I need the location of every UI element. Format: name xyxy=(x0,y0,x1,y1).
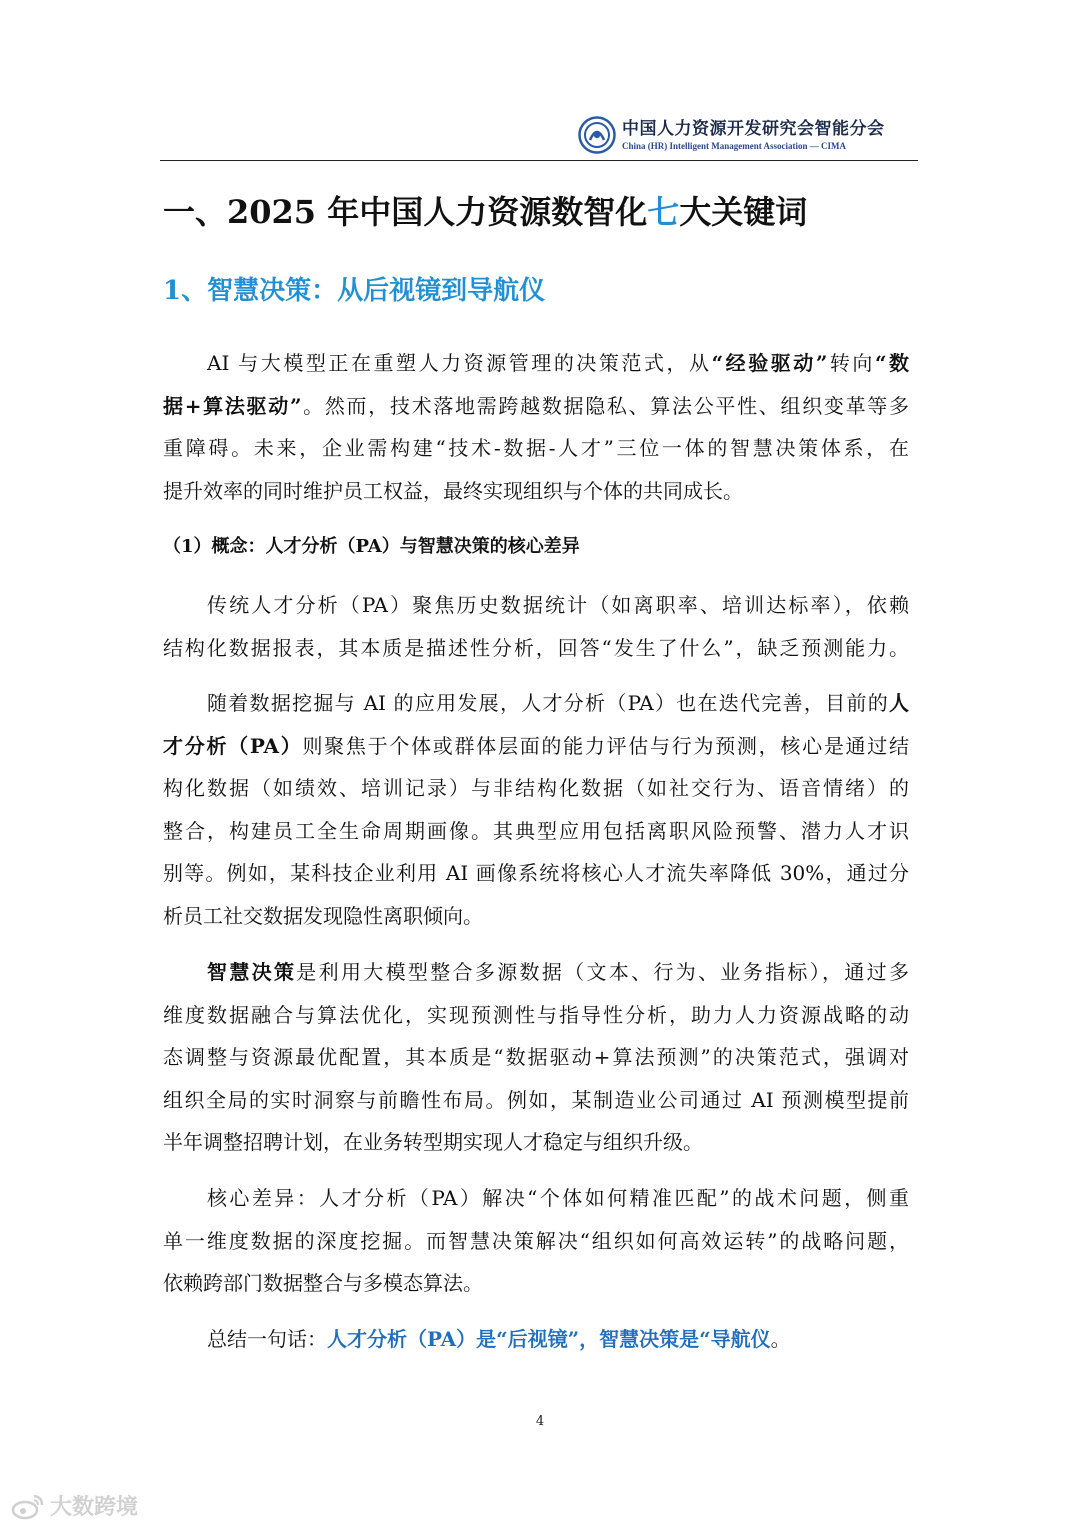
org-name-en: China (HR) Intelligent Management Association — CIMA xyxy=(622,141,846,151)
intro-paragraph xyxy=(163,342,909,512)
concept-heading: （1）概念：人才分析（PA）与智慧决策的核心差异 xyxy=(163,536,580,557)
intro-text: AI 与大模型正在重塑人力资源管理的决策范式，从 xyxy=(207,351,712,375)
development-text: 随着数据挖掘与 AI 的应用发展，人才分析（PA）也在迭代完善，目前的 xyxy=(207,691,889,715)
intro-text: 。然而，技术落地需跨越数据隐私、算法公平性、组织变革等多 xyxy=(301,393,909,418)
traditional-line-2: 结构化数据报表，其本质是描述性分析，回答“发生了什么”，缺乏预测能力。 xyxy=(163,635,909,660)
summary-end: 。 xyxy=(770,1327,791,1351)
org-name-cn: 中国人力资源开发研究会智能分会 xyxy=(622,119,885,139)
core-diff-paragraph xyxy=(163,1177,909,1305)
watermark xyxy=(10,1490,138,1521)
intro-bold-3: 据+算法驱动” xyxy=(163,393,302,418)
smart-decision-line-4: 组织全局的实时洞察与前瞻性布局。例如，某制造业公司通过 AI 预测模型提前 xyxy=(163,1087,909,1112)
summary-line xyxy=(163,1318,909,1361)
watermark-text: 大数跨境 xyxy=(50,1495,139,1520)
development-paragraph xyxy=(163,682,909,937)
association-logo-icon xyxy=(578,116,616,154)
intro-text: 转向 xyxy=(827,351,875,375)
development-line-4: 整合，构建员工全生命周期画像。其典型应用包括离职风险预警、潜力人才识 xyxy=(163,818,909,843)
header-logo xyxy=(578,116,885,154)
smart-decision-paragraph xyxy=(163,951,909,1164)
page-number: 4 xyxy=(535,1414,545,1429)
development-text: 则聚焦于个体或群体层面的能力评估与行为预测，核心是通过结 xyxy=(302,733,909,758)
intro-line-4: 提升效率的同时维护员工权益，最终实现组织与个体的共同成长。 xyxy=(163,478,743,503)
traditional-line-1: 传统人才分析（PA）聚焦历史数据统计（如离职率、培训达标率），依赖 xyxy=(207,593,909,617)
header-divider xyxy=(160,160,918,161)
core-diff-line-2: 单一维度数据的深度挖掘。而智慧决策解决“组织如何高效运转”的战略问题， xyxy=(163,1228,909,1253)
development-line-5: 别等。例如，某科技企业利用 AI 画像系统将核心人才流失率降低 30%，通过分 xyxy=(163,861,909,885)
development-line-2 xyxy=(163,725,909,768)
smart-decision-bold: 智慧决策 xyxy=(207,960,297,984)
header-text xyxy=(622,118,885,152)
section-heading-prefix: 一、2025 年中国人力资源数智化 xyxy=(163,193,648,231)
summary-highlight: 人才分析（PA）是“后视镜”，智慧决策是“导航仪 xyxy=(327,1327,771,1351)
intro-bold-2: “数 xyxy=(874,351,909,375)
intro-bold-1: “经验驱动” xyxy=(711,351,828,375)
weibo-icon xyxy=(10,1492,46,1520)
section-heading xyxy=(163,189,807,235)
development-line-1 xyxy=(163,682,909,725)
intro-line-1 xyxy=(163,342,909,385)
summary-label: 总结一句话： xyxy=(207,1327,327,1351)
development-bold: 才分析（PA） xyxy=(163,733,303,758)
summary-paragraph xyxy=(163,1318,909,1361)
intro-line-3: 重障碍。未来，企业需构建“技术-数据-人才”三位一体的智慧决策体系，在 xyxy=(163,436,909,460)
smart-decision-line-2: 维度数据融合与算法优化，实现预测性与指导性分析，助力人力资源战略的动 xyxy=(163,1002,909,1027)
smart-decision-line-1 xyxy=(163,951,909,994)
section-heading-accent: 七 xyxy=(647,193,680,231)
smart-decision-line-5: 半年调整招聘计划，在业务转型期实现人才稳定与组织升级。 xyxy=(163,1130,703,1154)
development-bold: 人 xyxy=(889,691,909,715)
subsection-heading: 1、智慧决策：从后视镜到导航仪 xyxy=(163,276,546,306)
smart-decision-line-3: 态调整与资源最优配置，其本质是“数据驱动+算法预测”的决策范式，强调对 xyxy=(163,1045,909,1069)
intro-line-2 xyxy=(163,385,909,428)
core-diff-line-3: 依赖跨部门数据整合与多模态算法。 xyxy=(163,1271,483,1295)
section-heading-suffix: 大关键词 xyxy=(679,193,808,231)
traditional-paragraph xyxy=(163,584,909,669)
smart-decision-text: 是利用大模型整合多源数据（文本、行为、业务指标），通过多 xyxy=(296,960,910,984)
development-line-6: 析员工社交数据发现隐性离职倾向。 xyxy=(163,903,483,928)
development-line-3: 构化数据（如绩效、培训记录）与非结构化数据（如社交行为、语音情绪）的 xyxy=(163,776,909,800)
core-diff-line-1: 核心差异：人才分析（PA）解决“个体如何精准匹配”的战术问题，侧重 xyxy=(207,1186,909,1210)
